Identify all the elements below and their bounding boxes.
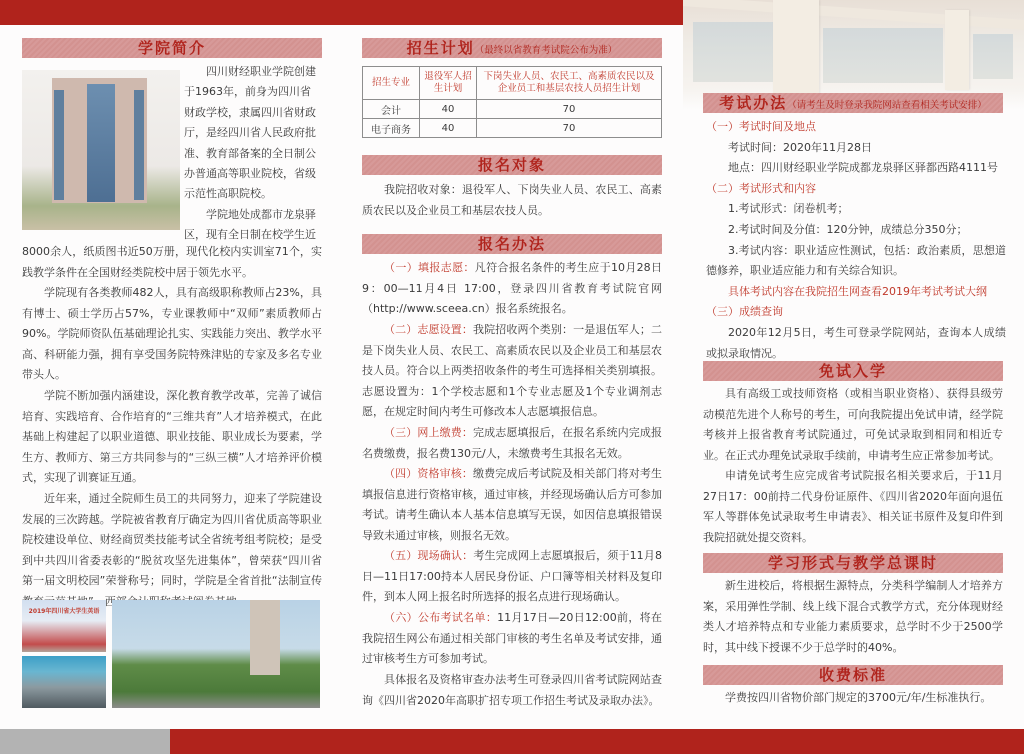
- header-veteran-plan: 退役军人招生计划: [420, 67, 477, 100]
- students-jumping-photo: [112, 600, 320, 708]
- method-item-4: （四）资格审核：缴费完成后考试院及相关部门将对考生填报信息进行资格审核，通过审核，并经现场确认后方可参加考试。请考生确认本人基本信息填写无误，如因信息填报错误导致未通过审核，则报名无效。: [362, 467, 662, 542]
- intro-title: [22, 38, 322, 58]
- intro-paragraph-2: 8000余人，纸质图书近50万册，现代化校内实训室71个，实践教学条件在全国财经类院校中居于领先水平。: [22, 245, 322, 279]
- exam-duration: 2.考试时间及分值：120分钟，成绩总分350分；: [728, 222, 968, 236]
- top-banner-bar: [0, 0, 683, 25]
- exam-form: 1.考试形式：闭卷机考；: [728, 202, 849, 216]
- college-building-photo: [22, 70, 180, 230]
- study-text: 新生进校后，将根据生源特点，分类科学编制人才培养方案，采用弹性学制、线上线下混合式教学方式，充分体现财经类人才培养特点和专业能力素质要求，总学时不少于2500学时，其中线下授课不少于总学时的40%。: [703, 579, 1003, 654]
- enrollment-plan-table: [362, 66, 662, 138]
- intro-paragraph-3: 学院现有各类教师482人，具有高级职称教师占23%，具有博士、硕士学历占57%，专业课教师中“双师”素质教师占90%。学院师资队伍基础理论扎实、实践能力突出、教学水平高、科研能力强，拥有享受国务院特殊津贴的专家及多名专业带头人。: [22, 286, 322, 382]
- method-item-6: （六）公布考试名单：11月17日—20日12:00前，将在我院招生网公布通过相关部门审核的考生名单及考试安排，通过审核考生方可参加考试。: [362, 611, 662, 666]
- intro-paragraph-1: 四川财经职业学院创建 于1963年，前身为四川省 财政学校，隶属四川省财政 厅，是经四川省人民政府批 准、教育部备案的全日制公 办普通高等职业院校，省级 示范性高职院校。 学院地处成都市龙泉驿 区，现有全日制在校学生近: [184, 65, 316, 242]
- intro-title-text: 学院简介: [137, 39, 206, 57]
- target-text: 我院招收对象：退役军人、下岗失业人员、农民工、高素质农民以及企业员工和基层农技人员。: [362, 183, 662, 217]
- table-header-row: [363, 67, 662, 100]
- intro-paragraph-4: 学院不断加强内涵建设，深化教育教学改革，完善了诚信培育、实践培育、合作培育的“三维共育”人才培养模式，在此基础上构建起了以职业道德、职业技能、职业成长为要素，学生方、教师方、第三方共同参与的“三纵三横”人才培养评价模式，实现了训赛证互通。: [22, 389, 322, 485]
- target-title: 报名对象: [362, 155, 662, 175]
- competition-photo: 2019年四川省大学生英语: [22, 600, 106, 652]
- exam-content: 3.考试内容：职业适应性测试，包括：政治素质，思想道德修养，职业适应能力和有关综合知识。: [706, 243, 1006, 278]
- exam-syllabus-note: 具体考试内容在我院招生网查看2019年考试考试大纲: [728, 284, 987, 298]
- table-row: 会计 40 70: [363, 100, 662, 119]
- study-title: 学习形式与教学总课时: [703, 553, 1003, 573]
- method-closing: 具体报名及资格审查办法考生可登录四川省考试院网站查询《四川省2020年高职扩招专项工作招生考试及录取办法》。: [362, 673, 662, 707]
- exam-score-query: 2020年12月5日，考生可登录学院网站，查询本人成绩或拟录取情况。: [706, 325, 1006, 360]
- exam-place: 地点：四川财经职业学院成都龙泉驿区驿都西路4111号: [728, 161, 998, 175]
- exam-time: 考试时间：2020年11月28日: [728, 140, 872, 154]
- exam-section-3-label: （三）成绩查询: [706, 305, 783, 319]
- fee-text: 学费按四川省物价部门规定的3700元/年/生标准执行。: [725, 691, 992, 704]
- exempt-paragraph-2: 申请免试考生应完成省考试院报名相关要求后，于11月27日17：00前持二代身份证原件、《四川省2020年面向退伍军人等群体免试录取考生申请表》、相关证书原件及复印件到我院招就处提交资料。: [703, 469, 1003, 544]
- intro-paragraph-5: 近年来，通过全院师生员工的共同努力，迎来了学院建设发展的三次跨越。学院被省教育厅确定为四川省优质高等职业院校建设单位、财经商贸类技能考试全省统考组考院校；是受到中共四川省委表彰的“脱贫攻坚先进集体”，曾荣获“四川省第一届文明校园”荣誉称号；同时，学院是全省首批“法制宣传 西: [22, 492, 322, 608]
- fee-title: 收费标准: [703, 665, 1003, 685]
- plan-subtitle: （最终以省教育考试院公布为准）: [474, 45, 618, 56]
- method-item-3: （三）网上缴费：完成志愿填报后，在报名系统内完成报名费缴费，报名费130元/人，未缴费考生其报名无效。: [362, 426, 662, 460]
- method-item-2: （二）志愿设置：我院招收两个类别：一是退伍军人；二是下岗失业人员、农民工、高素质农民以及企业员工和基层农技人员。符合以上两类招收条件的考生可选择相关类别填报。志愿设置为：1个学校志愿和1个专业志愿及1个专业调剂志愿，在规定时间内考生可修改本人志愿填报信息。: [362, 323, 662, 419]
- exam-section: [706, 117, 1006, 364]
- method-title: 报名办法: [362, 234, 662, 254]
- method-item-1: （一）填报志愿：凡符合报名条件的考生应于10月28日9：00—11月4日 17:00，登录四川省教育考试院官网（http://www.sceea.cn）报名系统报名。: [362, 261, 663, 316]
- bottom-bar-gray: [0, 729, 170, 754]
- exam-subtitle: （请考生及时登录我院网站查看相关考试安排）: [787, 100, 987, 111]
- table-row: 电子商务 40 70: [363, 119, 662, 138]
- exam-section-2-label: （二）考试形式和内容: [706, 181, 816, 195]
- header-major: 招生专业: [363, 67, 420, 100]
- plan-title: 招生计划（最终以省教育考试院公布为准）: [362, 38, 662, 58]
- header-other-plan: 下岗失业人员、农民工、高素质农民以及企业员工和基层农技人员招生计划: [477, 67, 662, 100]
- exam-section-1-label: （一）考试时间及地点: [706, 120, 816, 133]
- method-item-5: （五）现场确认：考生完成网上志愿填报后，须于11月8日—11日17:00持本人居民身份证、户口簿等相关材料及复印件，到本人网上报名时所选择的报名点进行现场确认。: [362, 549, 663, 604]
- exempt-paragraph-1: 具有高级工或技师资格（或相当职业资格）、获得县级劳动模范先进个人称号的考生，可向我院提出免试申请，经学院考核并上报省教育考试院通过，可免试录取到相同和相近专业。在正式办理免试录取手续前，申请考生应正常参加考试。: [703, 387, 1003, 462]
- exam-title: 考试办法（请考生及时登录我院网站查看相关考试安排）: [703, 93, 1003, 113]
- classroom-photo: [22, 656, 106, 708]
- bottom-bar-red: [170, 729, 1024, 754]
- exempt-title: 免试入学: [703, 361, 1003, 381]
